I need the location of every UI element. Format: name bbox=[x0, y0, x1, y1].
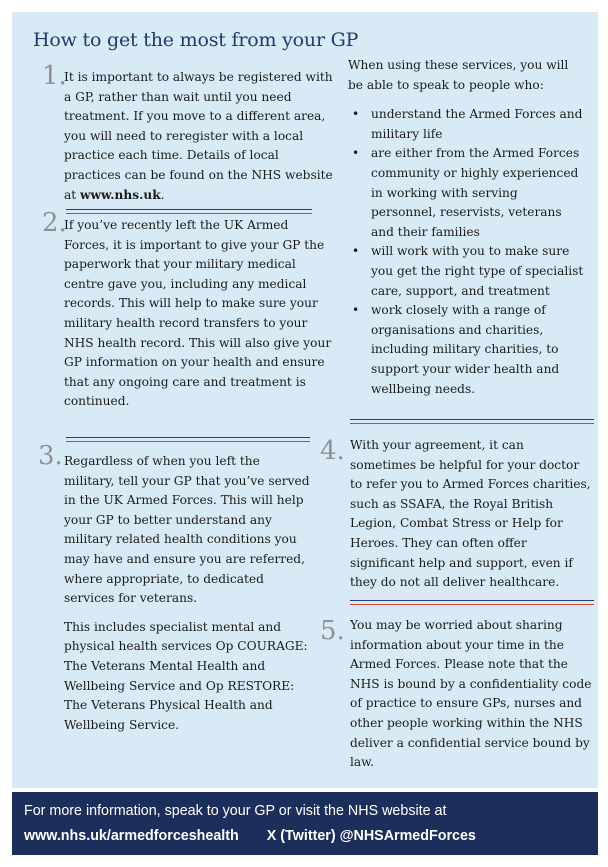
section-1-text bbox=[64, 68, 334, 205]
section-5-body: You may be worried about sharing information about your time in the Armed Forces. Please note that the NHS is bound by a confidentiality code of practice to ensure GPs, nurses and other people working within the NHS deliver a confidential service bound by law. bbox=[350, 618, 592, 770]
footer-info: For more information, speak to your GP or visit the NHS website at bbox=[24, 803, 447, 819]
services-intro: When using these services, you will be able to speak to people who: bbox=[348, 58, 569, 92]
section-3-text bbox=[64, 452, 310, 735]
section-4-text bbox=[350, 436, 592, 593]
services-bullet: • understand the Armed Forces and military life bbox=[348, 105, 584, 144]
section-1-number: 1. bbox=[42, 61, 67, 91]
section-4-number: 4. bbox=[320, 436, 345, 466]
services-list bbox=[348, 105, 584, 399]
divider-rule bbox=[66, 437, 310, 444]
services-bullet: • are either from the Armed Forces community or highly experienced in working with serving personnel, reservists, veterans and their families bbox=[348, 144, 584, 242]
nhs-website-link[interactable]: www.nhs.uk bbox=[80, 187, 161, 202]
section-3-services: This includes specialist mental and physical health services Op COURAGE: The Veterans Mental Health and Wellbeing Service and Op RESTORE: The Veterans Physical Health and Wellbeing Service. bbox=[64, 619, 308, 732]
section-3-body: Regardless of when you left the military, tell your GP that you’ve served in the UK Armed Forces. This will help your GP to better understand any military related health conditions you may have and ensure you are referred, where appropriate, to dedicated services for veterans. bbox=[64, 454, 310, 606]
twitter-handle[interactable]: X (Twitter) @NHSArmedForces bbox=[266, 828, 476, 844]
services-panel bbox=[348, 56, 584, 399]
divider-rule bbox=[66, 209, 312, 216]
section-5-text bbox=[350, 616, 594, 773]
section-5-number: 5. bbox=[320, 616, 345, 646]
section-1-body: It is important to always be registered with a GP, rather than wait until you need treatment. If you move to a different area, you will need to reregister with a local practice each time. Details of local practices can be found on the NHS website at bbox=[64, 70, 333, 202]
page-title: How to get the most from your GP bbox=[33, 29, 359, 51]
divider-rule bbox=[350, 600, 594, 607]
section-1-tail: . bbox=[160, 187, 165, 202]
section-2-text bbox=[64, 216, 334, 412]
services-bullet: • will work with you to make sure you get the right type of specialist care, support, and treatment bbox=[348, 242, 584, 301]
section-4-body: With your agreement, it can sometimes be helpful for your doctor to refer you to Armed Forces charities, such as SSAFA, the Royal British Legion, Combat Stress or Help for Heroes. They can often offer significant help and support, even if they do not all deliver healthcare. bbox=[350, 438, 591, 590]
footer-links bbox=[24, 828, 476, 844]
section-2-number: 2. bbox=[42, 208, 67, 238]
section-3-number: 3. bbox=[38, 441, 63, 471]
footer-bar bbox=[12, 792, 598, 855]
section-2-body: If you’ve recently left the UK Armed Forces, it is important to give your GP the paperwork that your military medical centre gave you, including any medical records. This will help to make sure your military health record transfers to your NHS health record. This will also give your GP information on your health and ensure that any ongoing care and treatment is continued. bbox=[64, 218, 332, 409]
armed-forces-health-link[interactable]: www.nhs.uk/armedforceshealth bbox=[24, 828, 239, 844]
services-bullet: • work closely with a range of organisations and charities, including military charities, to support your wider health and wellbeing needs. bbox=[348, 301, 584, 399]
divider-rule bbox=[350, 419, 594, 426]
